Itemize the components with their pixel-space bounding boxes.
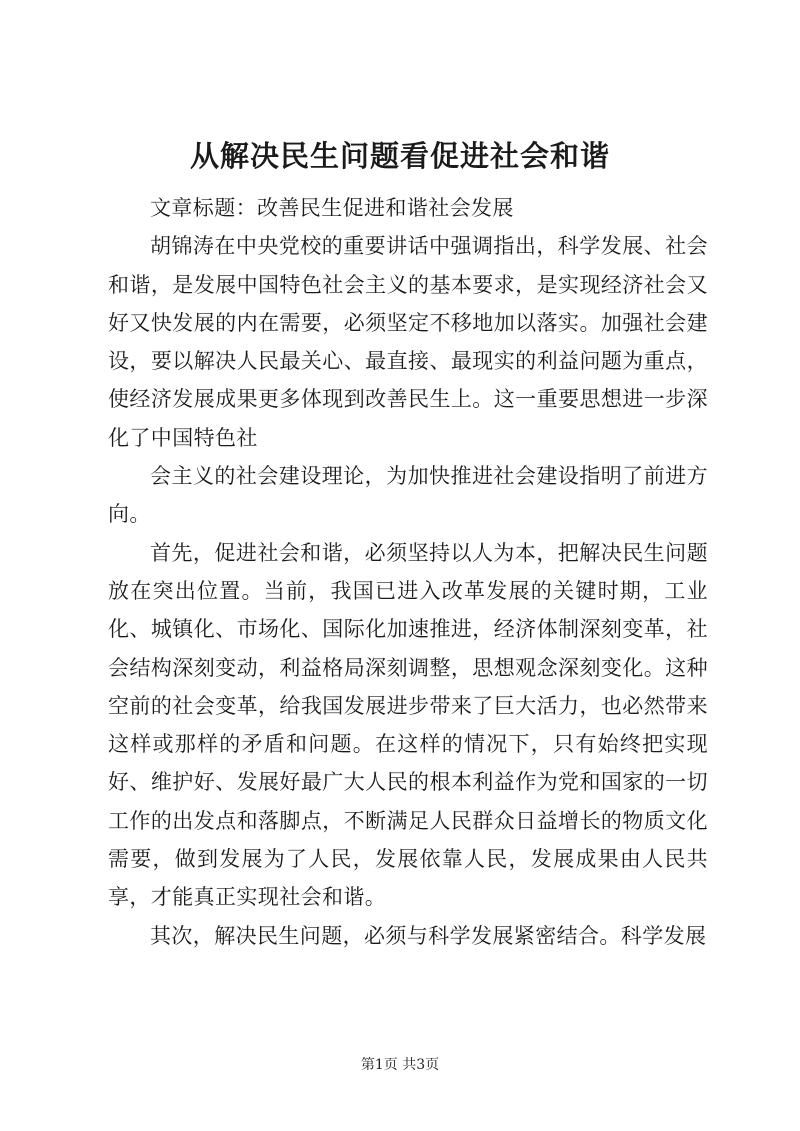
- paragraph-intro: 胡锦涛在中央党校的重要讲话中强调指出，科学发展、社会和谐，是发展中国特色社会主义的基本要求，是实现经济社会又好又快发展的内在需要，必须坚定不移地加以落实。加强社会建设，要以解决人民最关心、最直接、最现实的利益问题为重点，使经济发展成果更多体现到改善民生上。这一重要思想进一步深化了中国特色社: [108, 234, 708, 450]
- paragraph-continuation: 会主义的社会建设理论，为加快推进社会建设指明了前进方向。: [108, 464, 708, 527]
- document-title: 从解决民生问题看促进社会和谐: [189, 139, 610, 173]
- paragraph-second-point: 其次，解决民生问题，必须与科学发展紧密结合。科学发展: [150, 923, 707, 948]
- paragraph-first-point: 首先，促进社会和谐，必须坚持以人为本，把解决民生问题放在突出位置。当前，我国已进入改革发展的关键时期，工业化、城镇化、市场化、国际化加速推进，经济体制深刻变革，社会结构深刻变动，利益格局深刻调整，思想观念深刻变化。这种空前的社会变革，给我国发展进步带来了巨大活力，也必然带来这样或那样的矛盾和问题。在这样的情况下，只有始终把实现好、维护好、发展好最广大人民的根本利益作为党和国家的一切工作的出发点和落脚点，不断满足人民群众日益增长的物质文化需要，做到发展为了人民，发展依靠人民，发展成果由人民共享，才能真正实现社会和谐。: [108, 540, 708, 910]
- page-footer: 第1页 共3页: [360, 1057, 440, 1073]
- paragraph-subtitle: 文章标题：改善民生促进和谐社会发展: [150, 196, 514, 220]
- document-body: [108, 189, 708, 955]
